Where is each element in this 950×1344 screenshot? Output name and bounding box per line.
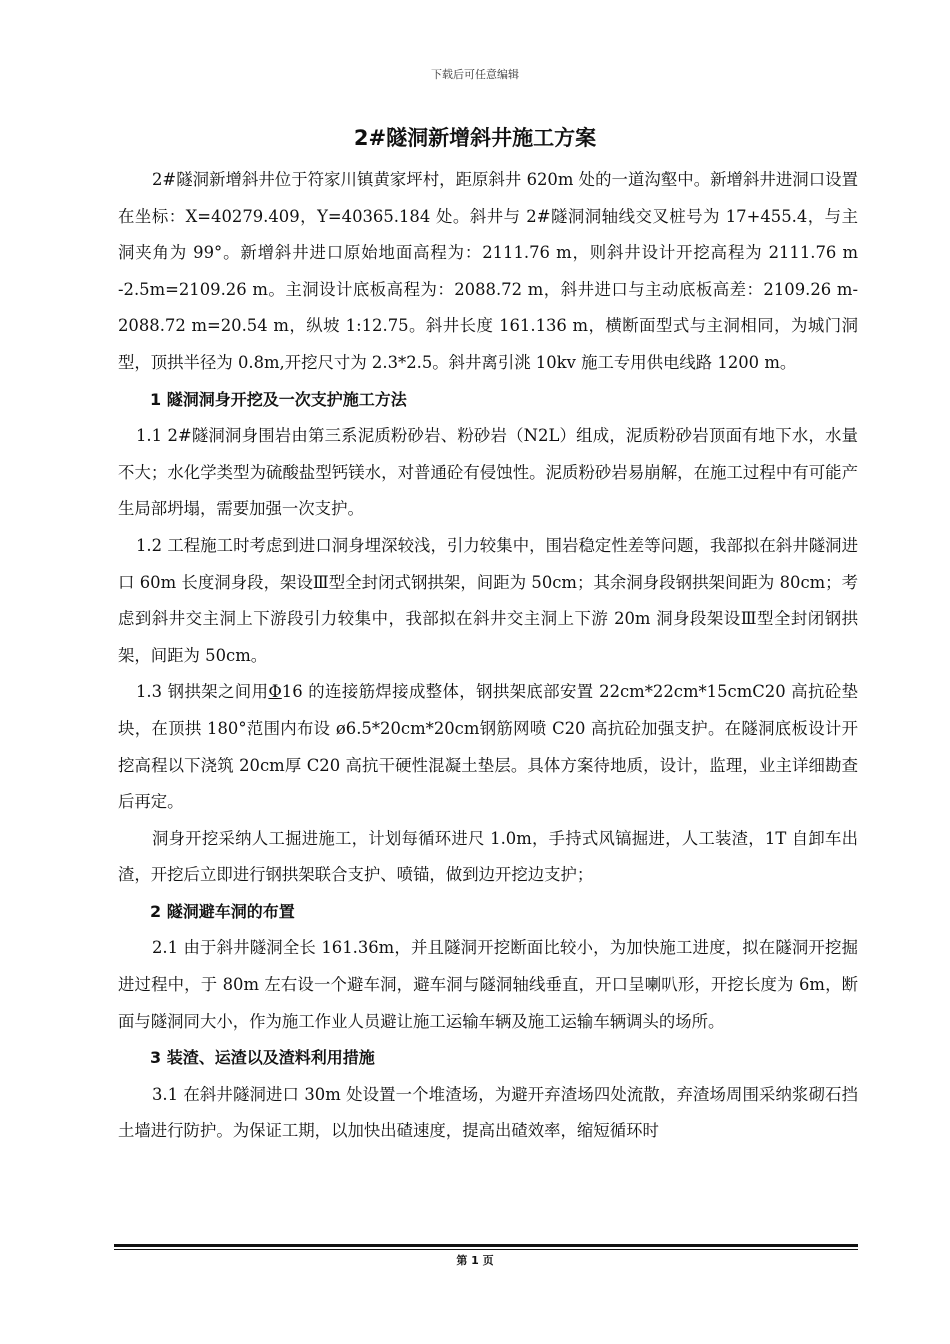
rebar-symbol: Φ xyxy=(268,682,282,702)
paragraph-1-1: 1.1 2#隧洞洞身围岩由第三系泥质粉砂岩、粉砂岩（N2L）组成，泥质粉砂岩顶面有地下水，水量不大；水化学类型为硫酸盐型钙镁水，对普通砼有侵蚀性。泥质粉砂岩易崩解，在施工过程中有可能产生局部坍塌，需要加强一次支护。 xyxy=(118,426,858,519)
document-title: 2#隧洞新增斜井施工方案 xyxy=(353,126,597,150)
page-header: 下载后可任意编辑 xyxy=(431,68,519,81)
section-3-heading: 3 装渣、运渣以及渣料利用措施 xyxy=(150,1048,375,1068)
intro-paragraph: 2#隧洞新增斜井位于符家川镇黄家坪村，距原斜井 620m 处的一道沟壑中。新增斜井进洞口设置在坐标：X=40279.409，Y=40365.184 处。斜井与 2#隧洞洞轴线交叉桩号为 17+455.4，与主洞夹角为 99°。新增斜井进口原始地面高程为：2111.76 m，则斜井设计开挖高程为 2111.76 m -2.5m=2109.26 m。主洞设计底板高程为：2088.72 m，斜井进口与主动底板高差：2109.26 m-2088.72 m=20.54 m，纵坡 1:12.75。斜井长度 161.136 m，横断面型式与主洞相同，为城门洞型，顶拱半径为 0.8m,开挖尺寸为 2.3*2.5。斜井离引洮 10kv 施工专用供电线路 1200 m。 xyxy=(118,170,858,372)
paragraph-1-2: 1.2 工程施工时考虑到进口洞身埋深较浅，引力较集中，围岩稳定性差等问题，我部拟在斜井隧洞进口 60m 长度洞身段，架设Ⅲ型全封闭式钢拱架，间距为 50cm；其余洞身段钢拱架间距为 80cm；考虑到斜井交主洞上下游段引力较集中，我部拟在斜井交主洞上下游 20m 洞身段架设Ⅲ型全封闭钢拱架，间距为 50cm。 xyxy=(118,535,858,665)
footer-divider-thin xyxy=(114,1249,858,1250)
page-number: 第 1 页 xyxy=(456,1254,494,1267)
document-body xyxy=(118,162,858,1150)
paragraph-1-3-rest: 16 的连接筋焊接成整体，钢拱架底部安置 22cm*22cm*15cmC20 高抗砼垫块，在顶拱 180°范围内布设 ø6.5*20cm*20cm钢筋网喷 C20 高抗砼加强支护。在隧洞底板设计开挖高程以下浇筑 20cm厚 C20 高抗干硬性混凝土垫层。具体方案待地质，设计，监理，业主详细勘查后再定。 xyxy=(118,682,858,812)
paragraph-1-4: 洞身开挖采纳人工掘进施工，计划每循环进尺 1.0m，手持式风镐掘进，人工装渣，1T 自卸车出渣，开挖后立即进行钢拱架联合支护、喷锚，做到边开挖边支护； xyxy=(118,828,858,885)
footer-divider-thick xyxy=(114,1244,858,1247)
paragraph-1-3-prefix: 1.3 钢拱架之间用 xyxy=(136,682,269,702)
section-2-heading: 2 隧洞避车洞的布置 xyxy=(150,901,295,921)
paragraph-3-1: 3.1 在斜井隧洞进口 30m 处设置一个堆渣场，为避开弃渣场四处流散，弃渣场周围采纳浆砌石挡土墙进行防护。为保证工期，以加快出碴速度，提高出碴效率，缩短循环时 xyxy=(118,1084,858,1141)
section-1-heading: 1 隧洞洞身开挖及一次支护施工方法 xyxy=(150,389,407,409)
paragraph-1-3 xyxy=(118,674,858,820)
paragraph-2-1: 2.1 由于斜井隧洞全长 161.36m，并且隧洞开挖断面比较小，为加快施工进度，拟在隧洞开挖掘进过程中，于 80m 左右设一个避车洞，避车洞与隧洞轴线垂直，开口呈喇叭形，开挖长度为 6m，断面与隧洞同大小，作为施工作业人员避让施工运输车辆及施工运输车辆调头的场所。 xyxy=(118,938,858,1031)
